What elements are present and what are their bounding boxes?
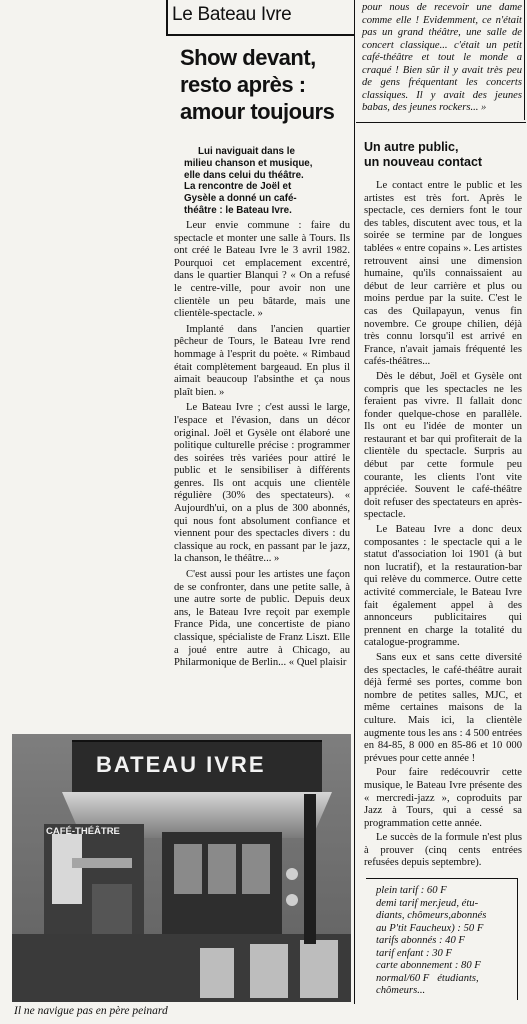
paragraph: Le Bateau Ivre a donc deux composantes : le spectacle qui a le statut d'association loi 1901 (à but non lucratif), et la restauration-bar qui relève du commerce. Outre cette activité commerciale, le Bateau Ivre fait également appel à des annonceurs publicitaires qui prennent en charge la totalité du catalogue-programme. — [364, 524, 522, 649]
paragraph: Implanté dans l'ancien quartier pêcheur de Tours, le Bateau Ivre rend hommage à l'esprit du poète. « Rimbaud était complètement bargeaud. En plus il aimait beaucoup l'absinthe et ça nous plaît bien. » — [174, 323, 350, 398]
body-column-right — [364, 180, 522, 870]
paragraph: Sans eux et sans cette diversité des spectacles, le café-théâtre aurait déjà fermé ses portes, comme bon nombre de petites salles, MJC, et même certaines maisons de la culture. Mais ici, la clientèle augmente tous les ans : 4 500 entrées en 84-85, 8 000 en 85-86 et 10 000 prévues pour cette année ! — [364, 651, 522, 764]
tariff-line: plein tarif : 60 F — [376, 885, 447, 896]
section-divider — [356, 122, 526, 123]
article-headline — [180, 44, 352, 125]
tariff-line: tarif enfant : 30 F — [376, 947, 452, 959]
tariff-line: au P'tit Faucheux) : 50 F — [376, 922, 484, 934]
headline-line-3: amour toujours — [180, 99, 335, 124]
lead-line: milieu chanson et musique, — [184, 157, 313, 169]
lead-line: La rencontre de Joël et — [184, 181, 292, 193]
photo-caption: Il ne navigue pas en père peinard — [14, 1005, 168, 1017]
tariff-line: diants, chômeurs,abonnés — [376, 910, 487, 921]
paragraph: Leur envie commune : faire du spectacle et monter une salle à Tours. Ils ont créé le Bateau Ivre le 3 avril 1982. Pourquoi cet emplacement excentré, dans le quartier Blanqui ? « On a refusé le centre-ville, pour avoir non une clientèle un peu bâtarde, mais une clientèle-spectacle. » — [174, 220, 350, 320]
subhead-line-2: un nouveau contact — [364, 155, 483, 169]
tariff-line: demi tarif mer.jeud, étu- — [376, 897, 479, 909]
right-rule-top — [524, 0, 525, 120]
bateau-ivre-photo — [12, 734, 351, 1002]
tariff-line: normal/60 F étudiants, — [376, 972, 479, 984]
article-lead — [184, 146, 328, 217]
kicker-underline — [166, 34, 355, 36]
lead-line: Gysèle a donné un café- — [184, 193, 297, 205]
paragraph: Le Bateau Ivre ; c'est aussi le large, l'espace et l'évasion, dans un décor original. Joël et Gysèle ont élaboré une politique culturelle précise : programmer des soirées très variées pour attiré le public et le sensibiliser à différents genres. Ils ont acquis une clientèle régulière (30% des spectateurs). « Aujourdh'ui, on a plus de 300 abonnés, qui nous font absolument confiance et viennent pour des spectacles divers : du classique au rock, en passant par le jazz, la chanson, le théâtre... » — [174, 402, 350, 565]
paragraph: Le contact entre le public et les artistes est très fort. Après le spectacle, ces derniers font le tour des tables, discutent avec tous, et la soirée se termine par de longues tablées « entre copains ». Les artistes retrouvent ainsi une dimension humaine, qu'ils connaissaient au début de leur carrière et plus ou moins perdue par la suite. C'est le cas des Quilapayun, venus fin novembre. Ce groupe chilien, déjà très connu lorsqu'il est arrivé en France, n'avait jamais fréquenté les cafés-théâtres... — [364, 180, 522, 368]
column-rule-center — [354, 0, 355, 1004]
paragraph: Pour faire redécouvrir cette musique, le Bateau Ivre présente des « mercredi-jazz », coproduits par Jazz à Tours, qui a cessé sa programmation cette année. — [364, 767, 522, 829]
continued-quote: pour nous de recevoir une dame comme elle ! Evidemment, ce n'était pas un grand théâtre, une salle de concert classique... c'était un petit café-théâtre et tout le monde a craqué ! Bien sûr il y avait très peu de gens fréquentant les concerts classiques. Il y avait des jeunes babas, des jeunes rockers... » — [362, 2, 522, 113]
paragraph: Dès le début, Joël et Gysèle ont compris que les spectacles ne les feraient pas vivre. Il fallait donc fonder quelque-chose en parallèle. Ils ont eu l'idée de monter un restaurant et bar qui profiterait de la clientèle du spectacle. Surpris au début par cette formule peu courante, les clients l'ont vite appréciée. Souvent le café-théâtre doit refuser des spectateurs en après-spectacle. — [364, 370, 522, 521]
tariff-line: tarifs abonnés : 40 F — [376, 935, 465, 946]
column-rule-left — [166, 0, 168, 34]
paragraph: C'est aussi pour les artistes une façon de se confronter, dans une petite salle, à une autre sorte de public. Depuis deux ans, le Bateau Ivre reçoit par exemple France Pida, une concertiste de piano classique, spécialiste de Franz Liszt. Elle a joué entre autre à Chicago, au Philarmonique de Berlin... « Quel plaisir — [174, 569, 350, 669]
headline-line-2: resto après : — [180, 72, 306, 97]
tariff-line: chômeurs... — [376, 985, 426, 996]
headline-line-1: Show devant, — [180, 45, 316, 70]
section-kicker: Le Bateau Ivre — [172, 4, 292, 25]
section-subhead — [364, 140, 522, 170]
paragraph: Le succès de la formule n'est plus à prouver (cinq cents entrées refusées depuis septembre). — [364, 832, 522, 869]
tariff-box — [366, 878, 518, 1000]
body-column-left — [174, 220, 350, 670]
shop-sign-text: BATEAU IVRE — [96, 752, 266, 777]
tariff-line: carte abonnement : 80 F — [376, 960, 481, 971]
window-sign-text: CAFÉ-THÉÂTRE — [46, 826, 120, 837]
lead-line: elle dans celui du théâtre. — [184, 169, 304, 181]
lead-line: Lui naviguait dans le — [198, 146, 295, 157]
subhead-line-1: Un autre public, — [364, 140, 459, 154]
lead-line: théâtre : le Bateau Ivre. — [184, 204, 292, 216]
